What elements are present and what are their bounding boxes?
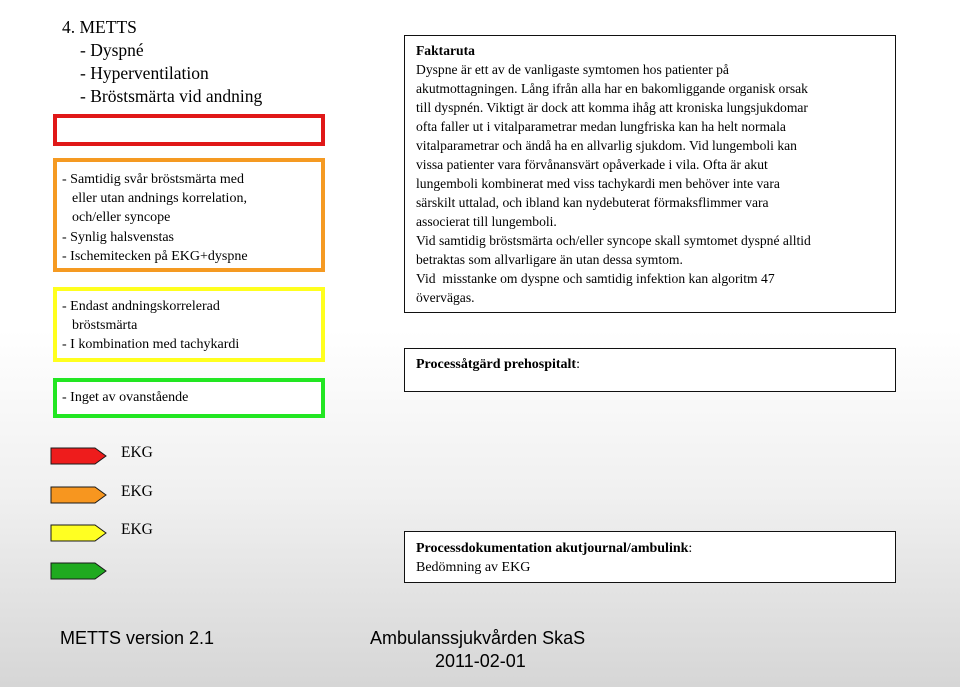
- footer-organization: Ambulanssjukvården SkaS: [370, 628, 586, 648]
- fact-box-line: akutmottagningen. Lång ifrån alla har en bakomliggande organisk orsak: [416, 81, 808, 96]
- orange-arrow-shape: [51, 487, 106, 503]
- fact-box-line: lungemboli kombinerat med viss tachykardi men behöver inte vara: [416, 176, 780, 191]
- fact-box-heading: Faktaruta: [416, 43, 475, 58]
- yellow-arrow-shape: [51, 525, 106, 541]
- red-arrow-icon: [50, 443, 108, 469]
- triage-orange-criterion: - Synlig halsvenstas: [62, 229, 174, 245]
- process-documentation-box: [404, 531, 896, 583]
- red-arrow-shape: [51, 448, 106, 464]
- triage-orange-criterion: - Samtidig svår bröstsmärta med: [62, 172, 244, 187]
- fact-box-line: Vid samtidig bröstsmärta och/eller syncope skall symtomet dyspné alltid: [416, 233, 811, 248]
- footer-version: METTS version 2.1: [60, 628, 215, 648]
- triage-green-criterion: - Inget av ovanstående: [62, 390, 189, 405]
- fact-box-line: övervägas.: [416, 290, 475, 305]
- title-item-hyperventilation: - Hyperventilation: [80, 63, 209, 83]
- triage-yellow-criterion: bröstsmärta: [72, 318, 138, 334]
- process-documentation-heading: Processdokumentation akutjournal/ambulink: [416, 541, 689, 556]
- triage-orange-criterion: eller utan andnings korrelation,: [72, 191, 247, 207]
- fact-box-line: ofta faller ut i vitalparametrar medan lungfriska kan ha helt normala: [416, 119, 786, 134]
- process-documentation-text: Bedömning av EKG: [416, 560, 531, 575]
- triage-orange-criterion: - Ischemitecken på EKG+dyspne: [62, 248, 248, 264]
- algorithm-title: [62, 16, 262, 108]
- triage-box-green: [53, 378, 325, 418]
- fact-box: [404, 35, 896, 313]
- process-action-box: [404, 348, 896, 392]
- fact-box-line: Vid misstanke om dyspne och samtidig infektion kan algoritm 47: [416, 271, 775, 286]
- process-action-heading: Processåtgärd prehospitalt: [416, 357, 577, 372]
- process-action-colon: :: [576, 357, 580, 372]
- triage-box-yellow: [53, 287, 325, 362]
- yellow-ekg-label: EKG: [121, 521, 153, 538]
- triage-box-orange: [53, 158, 325, 272]
- fact-box-line: särskilt uttalad, och ibland kan nydebuterat förmaksflimmer vara: [416, 195, 769, 210]
- process-documentation-colon: :: [688, 541, 693, 556]
- fact-box-line: vissa patienter vara förvånansvärt opåverkade i vila. Ofta är akut: [416, 157, 768, 172]
- fact-box-line: vitalparametrar och ändå ha en allvarlig sjukdom. Vid lungemboli kan: [416, 138, 797, 153]
- orange-arrow-icon: [50, 482, 108, 508]
- fact-box-line: associerat till lungemboli.: [416, 214, 557, 229]
- fact-box-line: betraktas som allvarligare än utan dessa symtom.: [416, 252, 683, 267]
- footer-date: 2011-02-01: [435, 651, 526, 671]
- green-arrow-icon: [50, 558, 108, 584]
- title-item-dyspne: - Dyspné: [80, 40, 144, 60]
- algorithm-heading: 4. METTS: [62, 17, 137, 37]
- green-arrow-shape: [51, 563, 106, 579]
- triage-yellow-criterion: - I kombination med tachykardi: [62, 337, 240, 353]
- yellow-arrow-icon: [50, 520, 108, 546]
- fact-box-line: till dyspnén. Viktigt är dock att komma ihåg att kroniska lungsjukdomar: [416, 100, 808, 115]
- triage-orange-criterion: och/eller syncope: [72, 210, 171, 226]
- orange-ekg-label: EKG: [121, 483, 153, 500]
- red-ekg-label: EKG: [121, 444, 153, 461]
- title-item-chest-pain: - Bröstsmärta vid andning: [80, 86, 263, 106]
- fact-box-text: [416, 60, 887, 307]
- fact-box-line: Dyspne är ett av de vanligaste symtomen hos patienter på: [416, 62, 729, 77]
- triage-yellow-criterion: - Endast andningskorrelerad: [62, 299, 220, 314]
- triage-box-red: [53, 114, 325, 146]
